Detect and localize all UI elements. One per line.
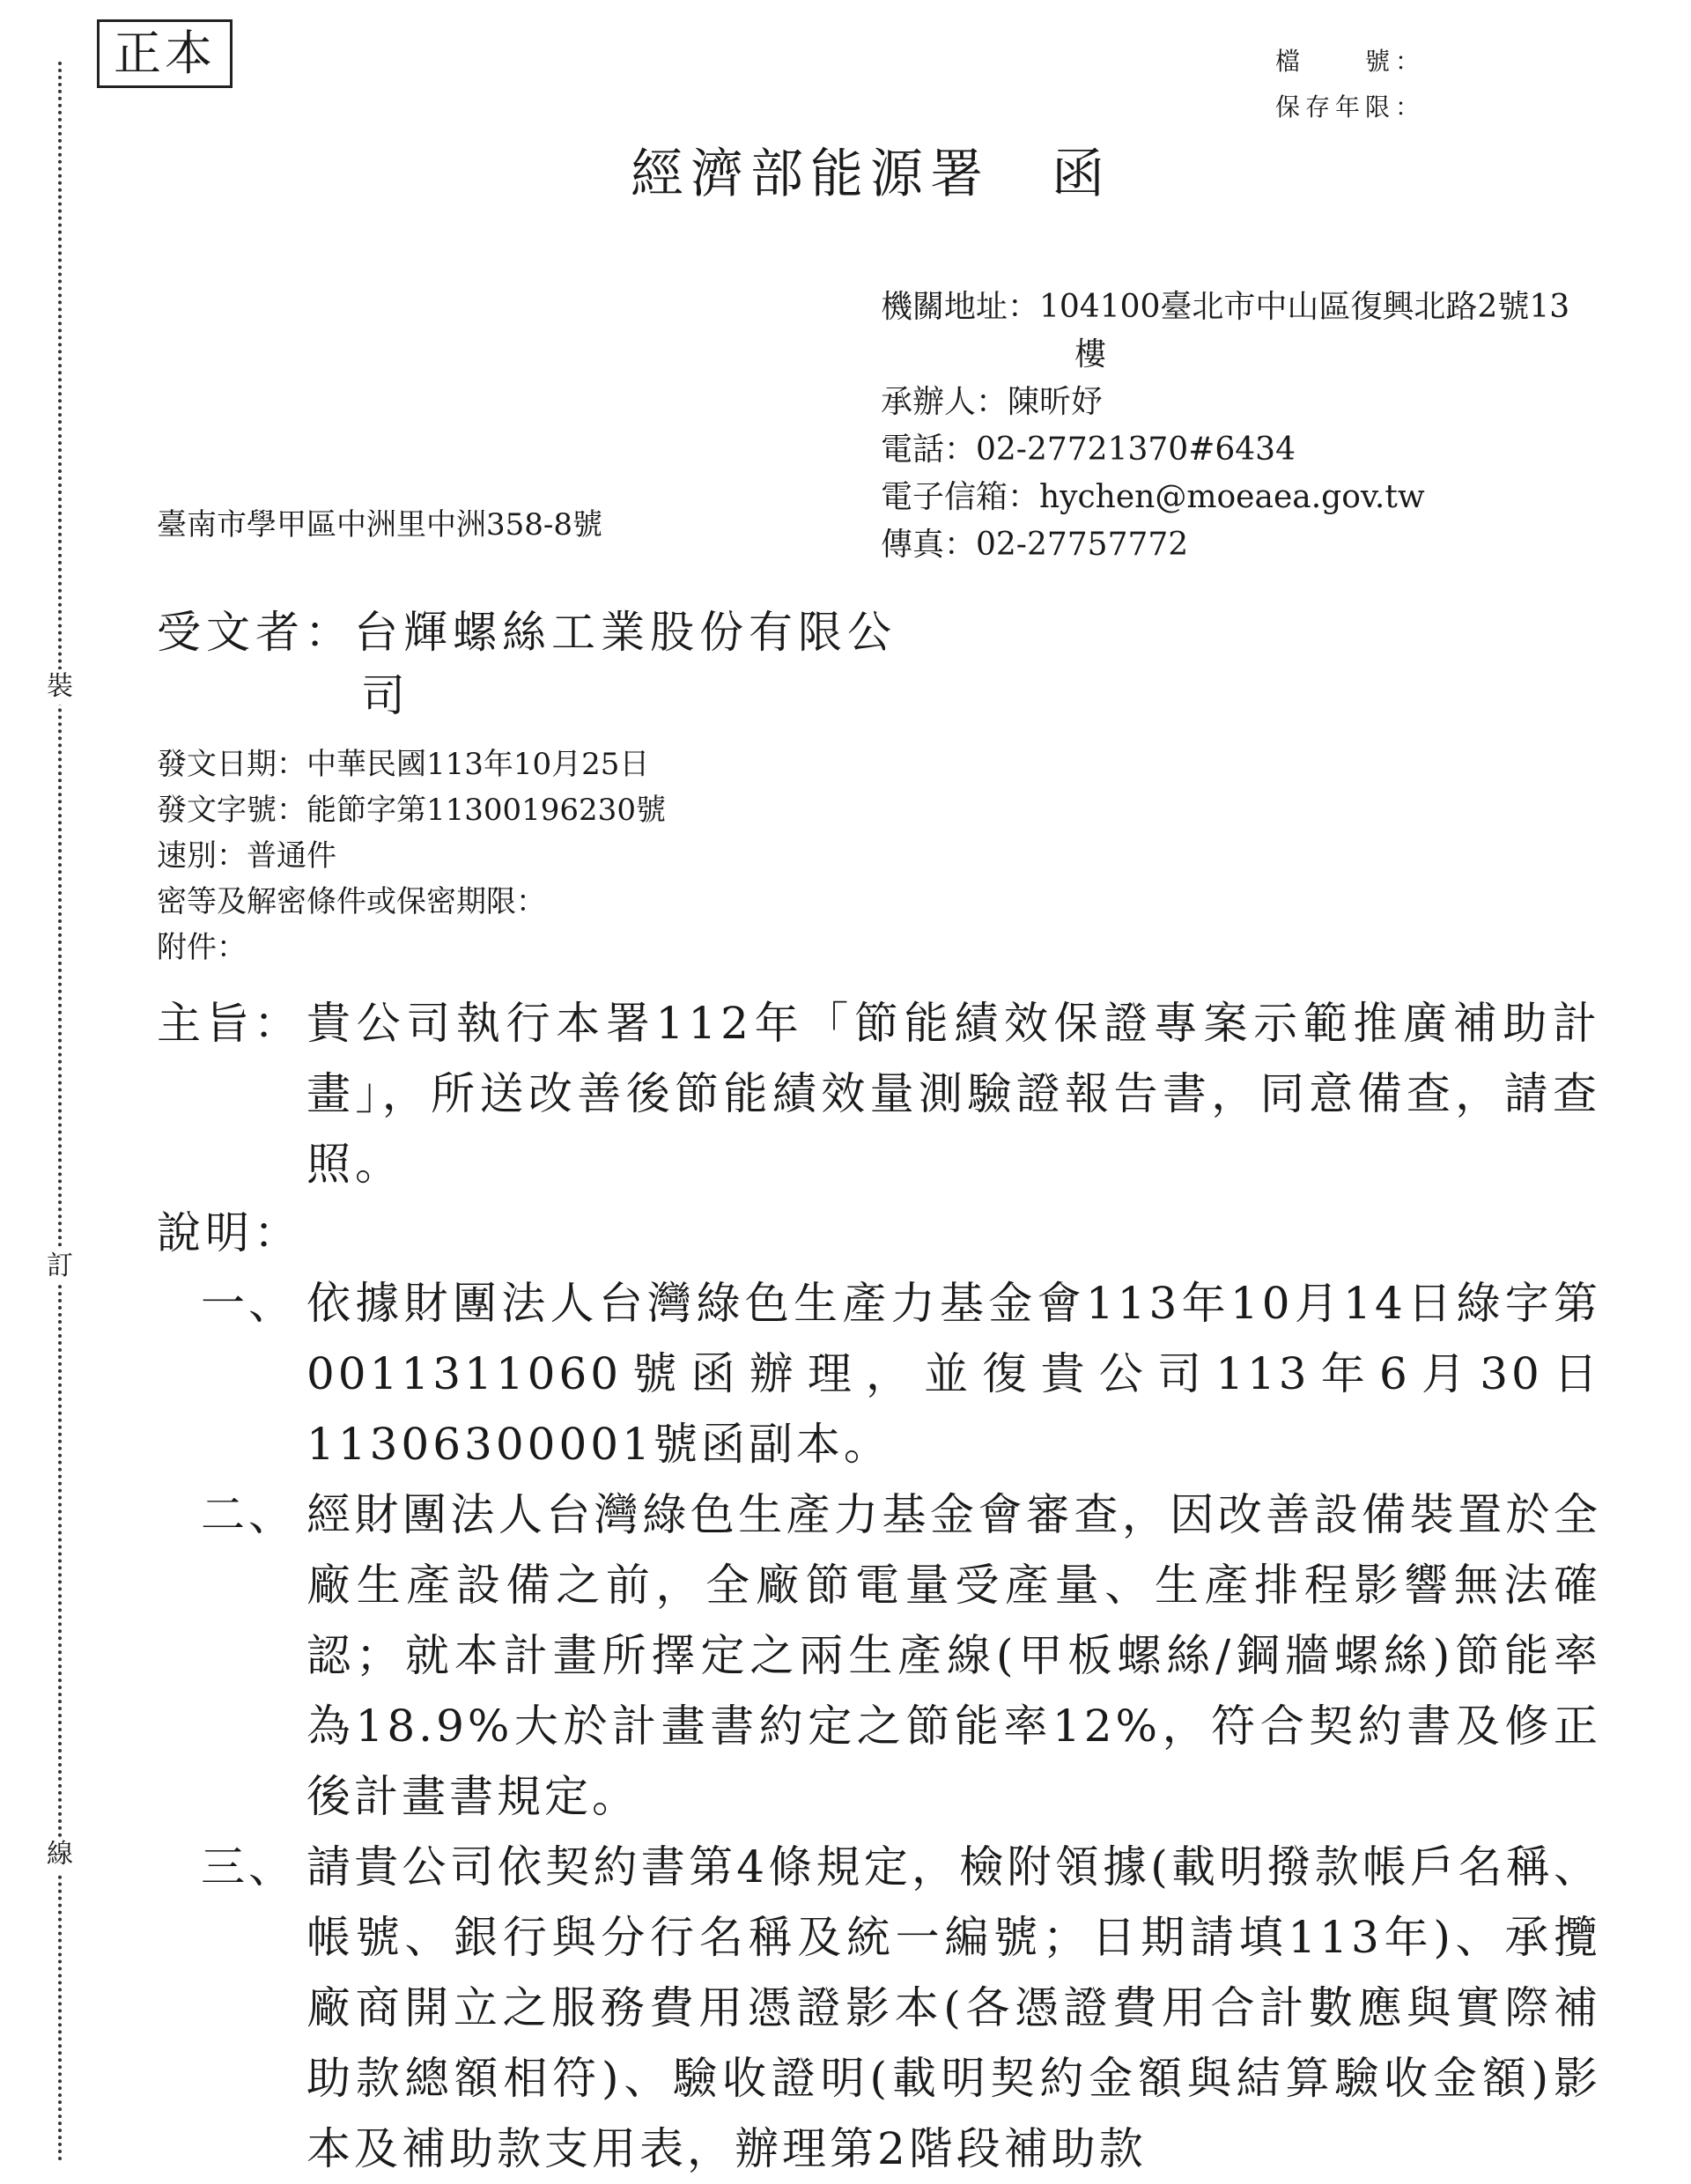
agency-name: 經濟部能源署 bbox=[631, 144, 990, 205]
item-number: 二、 bbox=[201, 1489, 296, 1540]
email: 電子信箱：hychen@moeaea.gov.tw bbox=[881, 479, 1425, 515]
handler: 承辦人：陳昕妤 bbox=[881, 384, 1104, 420]
issue-date: 發文日期：中華民國113年10月25日 bbox=[157, 747, 650, 782]
original-copy-stamp: 正本 bbox=[97, 19, 233, 88]
item-number: 三、 bbox=[201, 1841, 296, 1893]
item-number: 一、 bbox=[201, 1278, 296, 1329]
fax: 傳真：02-27757772 bbox=[881, 527, 1189, 563]
subject-label: 主旨： bbox=[157, 998, 302, 1049]
agency-address bbox=[881, 284, 1656, 379]
explanation-item bbox=[201, 1479, 1601, 1832]
attachments: 附件： bbox=[157, 930, 247, 965]
delivery-speed: 速別：普通件 bbox=[157, 838, 336, 874]
reference-number: 發文字號：能節字第11300196230號 bbox=[157, 793, 666, 828]
file-number-label: 檔 號： bbox=[1275, 47, 1426, 76]
item-text: 依據財團法人台灣綠色生產力基金會113年10月14日綠字第0011311060號函辦理，並復貴公司113年6月30日11306300001號函副本。 bbox=[306, 1278, 1601, 1470]
retention-period-label: 保存年限： bbox=[1275, 92, 1426, 122]
item-text: 經財團法人台灣綠色生產力基金會審查，因改善設備裝置於全廠生產設備之前，全廠節電量受產量、生產排程影響無法確認；就本計畫所擇定之兩生產線(甲板螺絲/鋼牆螺絲)節能率為18.9%大於計畫書約定之節能率12%，符合契約書及修正後計畫書規定。 bbox=[306, 1489, 1601, 1822]
subject-section bbox=[157, 988, 1601, 1199]
secrecy-level: 密等及解密條件或保密期限： bbox=[157, 884, 546, 919]
recipient-label: 受文者： bbox=[157, 607, 354, 658]
agency-address-line2: 樓 bbox=[1074, 336, 1107, 373]
binding-mark-zhuang: 裝 bbox=[42, 669, 78, 705]
phone: 電話：02-27721370#6434 bbox=[881, 432, 1296, 468]
subject-text: 貴公司執行本署112年「節能績效保證專案示範推廣補助計畫」，所送改善後節能績效量測驗證報告書，同意備查，請查照。 bbox=[306, 998, 1601, 1190]
item-text: 請貴公司依契約書第4條規定，檢附領據(載明撥款帳戶名稱、帳號、銀行與分行名稱及統一編號；日期請填113年)、承攬廠商開立之服務費用憑證影本(各憑證費用合計數應與實際補助款總額相符)、驗收證明(載明契約金額與結算驗收金額)影本及補助款支用表，辦理第2階段補助款 bbox=[306, 1841, 1601, 2174]
agency-address-line1: 機關地址：104100臺北市中山區復興北路2號13 bbox=[881, 289, 1570, 325]
file-meta bbox=[1275, 39, 1425, 130]
explanation-label: 說明： bbox=[157, 1207, 302, 1258]
binding-mark-xian: 線 bbox=[42, 1837, 78, 1872]
binding-mark-ding: 訂 bbox=[42, 1249, 78, 1284]
recipient-address: 臺南市學甲區中洲里中洲358-8號 bbox=[157, 507, 603, 542]
recipient-name-line2: 司 bbox=[361, 670, 410, 721]
explanation-item bbox=[201, 1832, 1601, 2184]
document-title bbox=[631, 132, 1111, 208]
document-metadata bbox=[157, 742, 666, 970]
recipient-name-line1: 台輝螺絲工業股份有限公 bbox=[354, 607, 897, 658]
recipient bbox=[157, 601, 897, 727]
document-type: 函 bbox=[1052, 144, 1111, 205]
explanation-item bbox=[201, 1268, 1601, 1479]
sender-contact-block bbox=[881, 284, 1656, 569]
